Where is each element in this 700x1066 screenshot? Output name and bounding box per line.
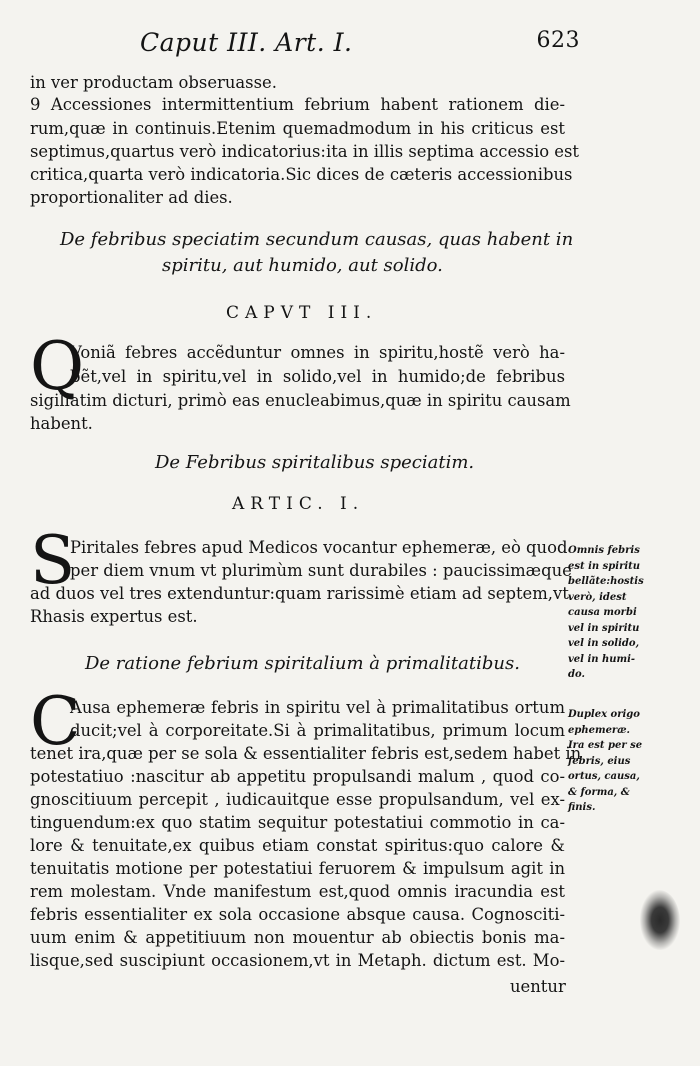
margin-note-line: verò, idest	[568, 591, 627, 603]
text-line: Voniã febres accẽduntur omnes in spiritu,hostẽ verò ha-	[70, 343, 565, 362]
catchword: uentur	[510, 977, 566, 996]
ink-stain	[640, 890, 680, 950]
text-line: habent.	[30, 414, 93, 433]
text-line: per diem vnum vt plurimùm sunt durabiles : paucissimæque	[70, 561, 572, 580]
margin-note-line: finis.	[568, 802, 596, 813]
margin-note-line: ortus, causa,	[568, 771, 640, 782]
text-line: Rhasis expertus est.	[30, 607, 198, 626]
dropcap-letter: Q	[30, 328, 85, 405]
text-line: septimus,quartus verò indicatorius:ita in illis septima accessio est	[30, 142, 579, 161]
text-line: rum,quæ in continuis.Etenim quemadmodum in his criticus est	[30, 119, 565, 138]
dropcap-letter: S	[30, 522, 76, 599]
text-line: sigillatim dicturi, primò eas enucleabimus,quæ in spiritu causam	[30, 391, 571, 410]
margin-note-line: Duplex origo	[568, 709, 640, 720]
margin-note-line: vel in spiritu	[568, 622, 640, 634]
section-heading-line: De febribus speciatim secundum causas, quas habent in	[60, 229, 574, 250]
margin-note-line: febris, eius	[568, 755, 631, 767]
text-line: potestatiuo :nascitur ab appetitu propulsandi malum , quod co-	[30, 767, 565, 786]
subheading: De ratione febrium spiritalium à primalitatibus.	[85, 653, 520, 674]
text-line: ducit;vel à corporeitate.Si à primalitatibus, primum locum	[70, 721, 565, 740]
text-line: Ausa ephemeræ febris in spiritu vel à primalitatibus ortum	[70, 698, 565, 717]
text-line: gnoscitiuum percepit , iudicauitque esse propulsandum, vel ex-	[30, 790, 565, 809]
article-heading: ARTIC. I.	[232, 494, 365, 514]
margin-note-line: do.	[568, 669, 585, 680]
running-head-title: Caput III. Art. I.	[140, 28, 353, 57]
section-heading-line: spiritu, aut humido, aut solido.	[162, 255, 443, 276]
text-line: rem molestam. Vnde manifestum est,quod omnis iracundia est	[30, 882, 565, 901]
margin-note-line: vel in solido,	[568, 638, 640, 649]
dropcap-letter: C	[30, 683, 81, 760]
text-line: tinguendum:ex quo statim sequitur potestatiui commotio in ca-	[30, 813, 565, 832]
running-head	[140, 28, 580, 57]
page-number: 623	[536, 28, 580, 53]
margin-note-line: Ira est per se	[568, 740, 643, 751]
margin-note	[568, 543, 678, 683]
margin-note-line: & forma, &	[568, 786, 630, 798]
text-line: tenuitatis motione per potestatiui feruorem & impulsum agit in	[30, 859, 565, 878]
chapter-heading: CAPVT III.	[226, 303, 378, 323]
text-line: lisque,sed suscipiunt occasionem,vt in Metaph. dictum est. Mo-	[30, 951, 565, 970]
margin-note	[568, 707, 678, 816]
text-line: tenet ira,quæ per se sola & essentialiter febris est,sedem habet in	[30, 744, 582, 763]
text-line: in ver productam obseruasse.	[30, 73, 277, 92]
text-line: Piritales febres apud Medicos vocantur ephemeræ, eò quod	[70, 538, 568, 557]
text-line: 9 Accessiones intermittentium febrium habent rationem die-	[30, 95, 565, 114]
margin-note-line: vel in humi-	[568, 653, 636, 665]
subheading: De Febribus spiritalibus speciatim.	[155, 452, 475, 473]
margin-note-line: est in spiritu	[568, 560, 641, 572]
text-line: bẽt,vel in spiritu,vel in solido,vel in humido;de febribus	[70, 367, 565, 386]
text-line: uum enim & appetitiuum non mouentur ab obiectis bonis ma-	[30, 928, 565, 947]
margin-note-line: causa morbi	[568, 607, 637, 618]
margin-note-line: bellãte:hostis	[568, 576, 644, 587]
text-line: lore & tenuitate,ex quibus etiam constat spiritus:quo calore &	[30, 836, 565, 855]
text-line: proportionaliter ad dies.	[30, 188, 233, 207]
margin-note-line: Omnis febris	[568, 545, 640, 556]
text-line: critica,quarta verò indicatoria.Sic dices de cæteris accessionibus	[30, 165, 573, 184]
text-line: febris essentialiter ex sola occasione absque causa. Cognosciti-	[30, 905, 565, 924]
text-line: ad duos vel tres extenduntur:quam rarissimè etiam ad septem,vt	[30, 584, 569, 603]
margin-note-line: ephemeræ.	[568, 724, 630, 736]
